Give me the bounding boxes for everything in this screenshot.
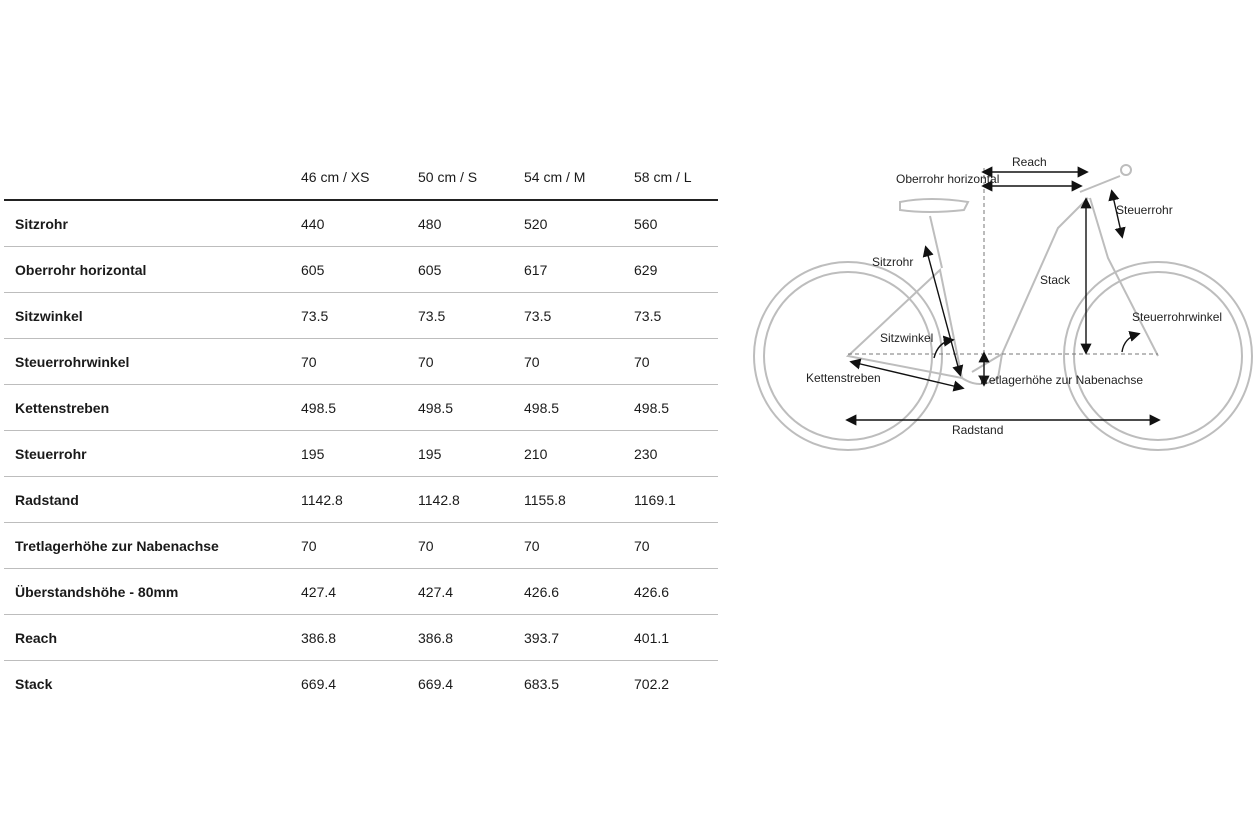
- cell-value: 427.4: [418, 569, 524, 615]
- label-kettenstreben: Kettenstreben: [806, 371, 881, 385]
- cell-value: 73.5: [634, 293, 718, 339]
- cell-value: 1142.8: [418, 477, 524, 523]
- row-label: Kettenstreben: [4, 385, 301, 431]
- table-row: [4, 200, 718, 247]
- cell-value: 73.5: [301, 293, 418, 339]
- cell-value: 629: [634, 247, 718, 293]
- row-label: Stack: [15, 675, 53, 692]
- table-row: [4, 477, 718, 523]
- table-row: [4, 615, 718, 661]
- table-row: [4, 339, 718, 385]
- cell-value: 669.4: [418, 675, 454, 692]
- cell-value: 70: [524, 523, 634, 569]
- cell-value: 480: [418, 200, 524, 247]
- table-row: [4, 431, 718, 477]
- row-label: Oberrohr horizontal: [4, 247, 301, 293]
- cell-value: 617: [524, 247, 634, 293]
- row-label: Überstandshöhe - 80mm: [4, 569, 301, 615]
- cell-value: 70: [634, 339, 718, 385]
- row-label: Sitzwinkel: [4, 293, 301, 339]
- geometry-table: [4, 154, 718, 706]
- cell-value: 427.4: [301, 569, 418, 615]
- cell-value: 230: [634, 431, 718, 477]
- row-label: Steuerrohr: [4, 431, 301, 477]
- cell-value: 73.5: [524, 293, 634, 339]
- cell-value: 498.5: [634, 385, 718, 431]
- cell-value: 498.5: [301, 385, 418, 431]
- cell-value: 440: [301, 200, 418, 247]
- label-steuerrohr: Steuerrohr: [1116, 203, 1173, 217]
- label-sitzwinkel: Sitzwinkel: [880, 331, 934, 345]
- table-row: [4, 385, 718, 431]
- row-label: Tretlagerhöhe zur Nabenachse: [4, 523, 301, 569]
- cell-value: 386.8: [418, 615, 524, 661]
- cell-value: 386.8: [301, 615, 418, 661]
- cell-value: 669.4: [301, 675, 337, 692]
- cell-value: 498.5: [418, 385, 524, 431]
- cell-value: 605: [418, 247, 524, 293]
- table-row: [4, 569, 718, 615]
- cell-value: 1155.8: [524, 477, 634, 523]
- table-row: [4, 523, 718, 569]
- row-label: Sitzrohr: [4, 200, 301, 247]
- table-row: [4, 247, 718, 293]
- label-steuerrohrwinkel: Steuerrohrwinkel: [1132, 310, 1223, 324]
- table-row: [4, 293, 718, 339]
- cell-value: 195: [301, 431, 418, 477]
- cell-value: 210: [524, 431, 634, 477]
- header-size-l: 58 cm / L: [634, 154, 718, 200]
- row-label: Radstand: [4, 477, 301, 523]
- label-tretlagerhoehe: Tretlagerhöhe zur Nabenachse: [978, 373, 1143, 387]
- cell-value: 702.2: [634, 675, 670, 692]
- cell-value: 393.7: [524, 615, 634, 661]
- cell-value: 1169.1: [634, 477, 718, 523]
- cell-value: 605: [301, 247, 418, 293]
- cell-value: 70: [418, 339, 524, 385]
- label-oberrohr-horizontal: Oberrohr horizontal: [896, 172, 1000, 186]
- cell-value: 70: [524, 339, 634, 385]
- header-size-s: 50 cm / S: [418, 154, 524, 200]
- header-size-m: 54 cm / M: [524, 154, 634, 200]
- row-label: Steuerrohrwinkel: [4, 339, 301, 385]
- cell-value: 426.6: [524, 569, 634, 615]
- cell-value: 73.5: [418, 293, 524, 339]
- header-size-xs: 46 cm / XS: [301, 154, 418, 200]
- cell-value: 426.6: [634, 569, 718, 615]
- cell-value: 70: [301, 523, 418, 569]
- header-cell-empty: [4, 154, 301, 200]
- bike-geometry-diagram: [740, 140, 1260, 460]
- label-sitzrohr: Sitzrohr: [872, 255, 914, 269]
- cell-value: 498.5: [524, 385, 634, 431]
- table-header-row: [4, 154, 718, 200]
- label-radstand: Radstand: [952, 423, 1004, 437]
- label-reach: Reach: [1012, 155, 1047, 169]
- label-stack: Stack: [1040, 273, 1071, 287]
- cell-value: 195: [418, 431, 524, 477]
- cell-value: 560: [634, 200, 718, 247]
- cell-value: 520: [524, 200, 634, 247]
- cell-value: 683.5: [524, 675, 560, 692]
- cell-value: 401.1: [634, 615, 718, 661]
- cell-value: 70: [301, 339, 418, 385]
- cell-value: 1142.8: [301, 477, 418, 523]
- row-label: Reach: [4, 615, 301, 661]
- cell-value: 70: [634, 523, 718, 569]
- table-row: [4, 661, 718, 707]
- cell-value: 70: [418, 523, 524, 569]
